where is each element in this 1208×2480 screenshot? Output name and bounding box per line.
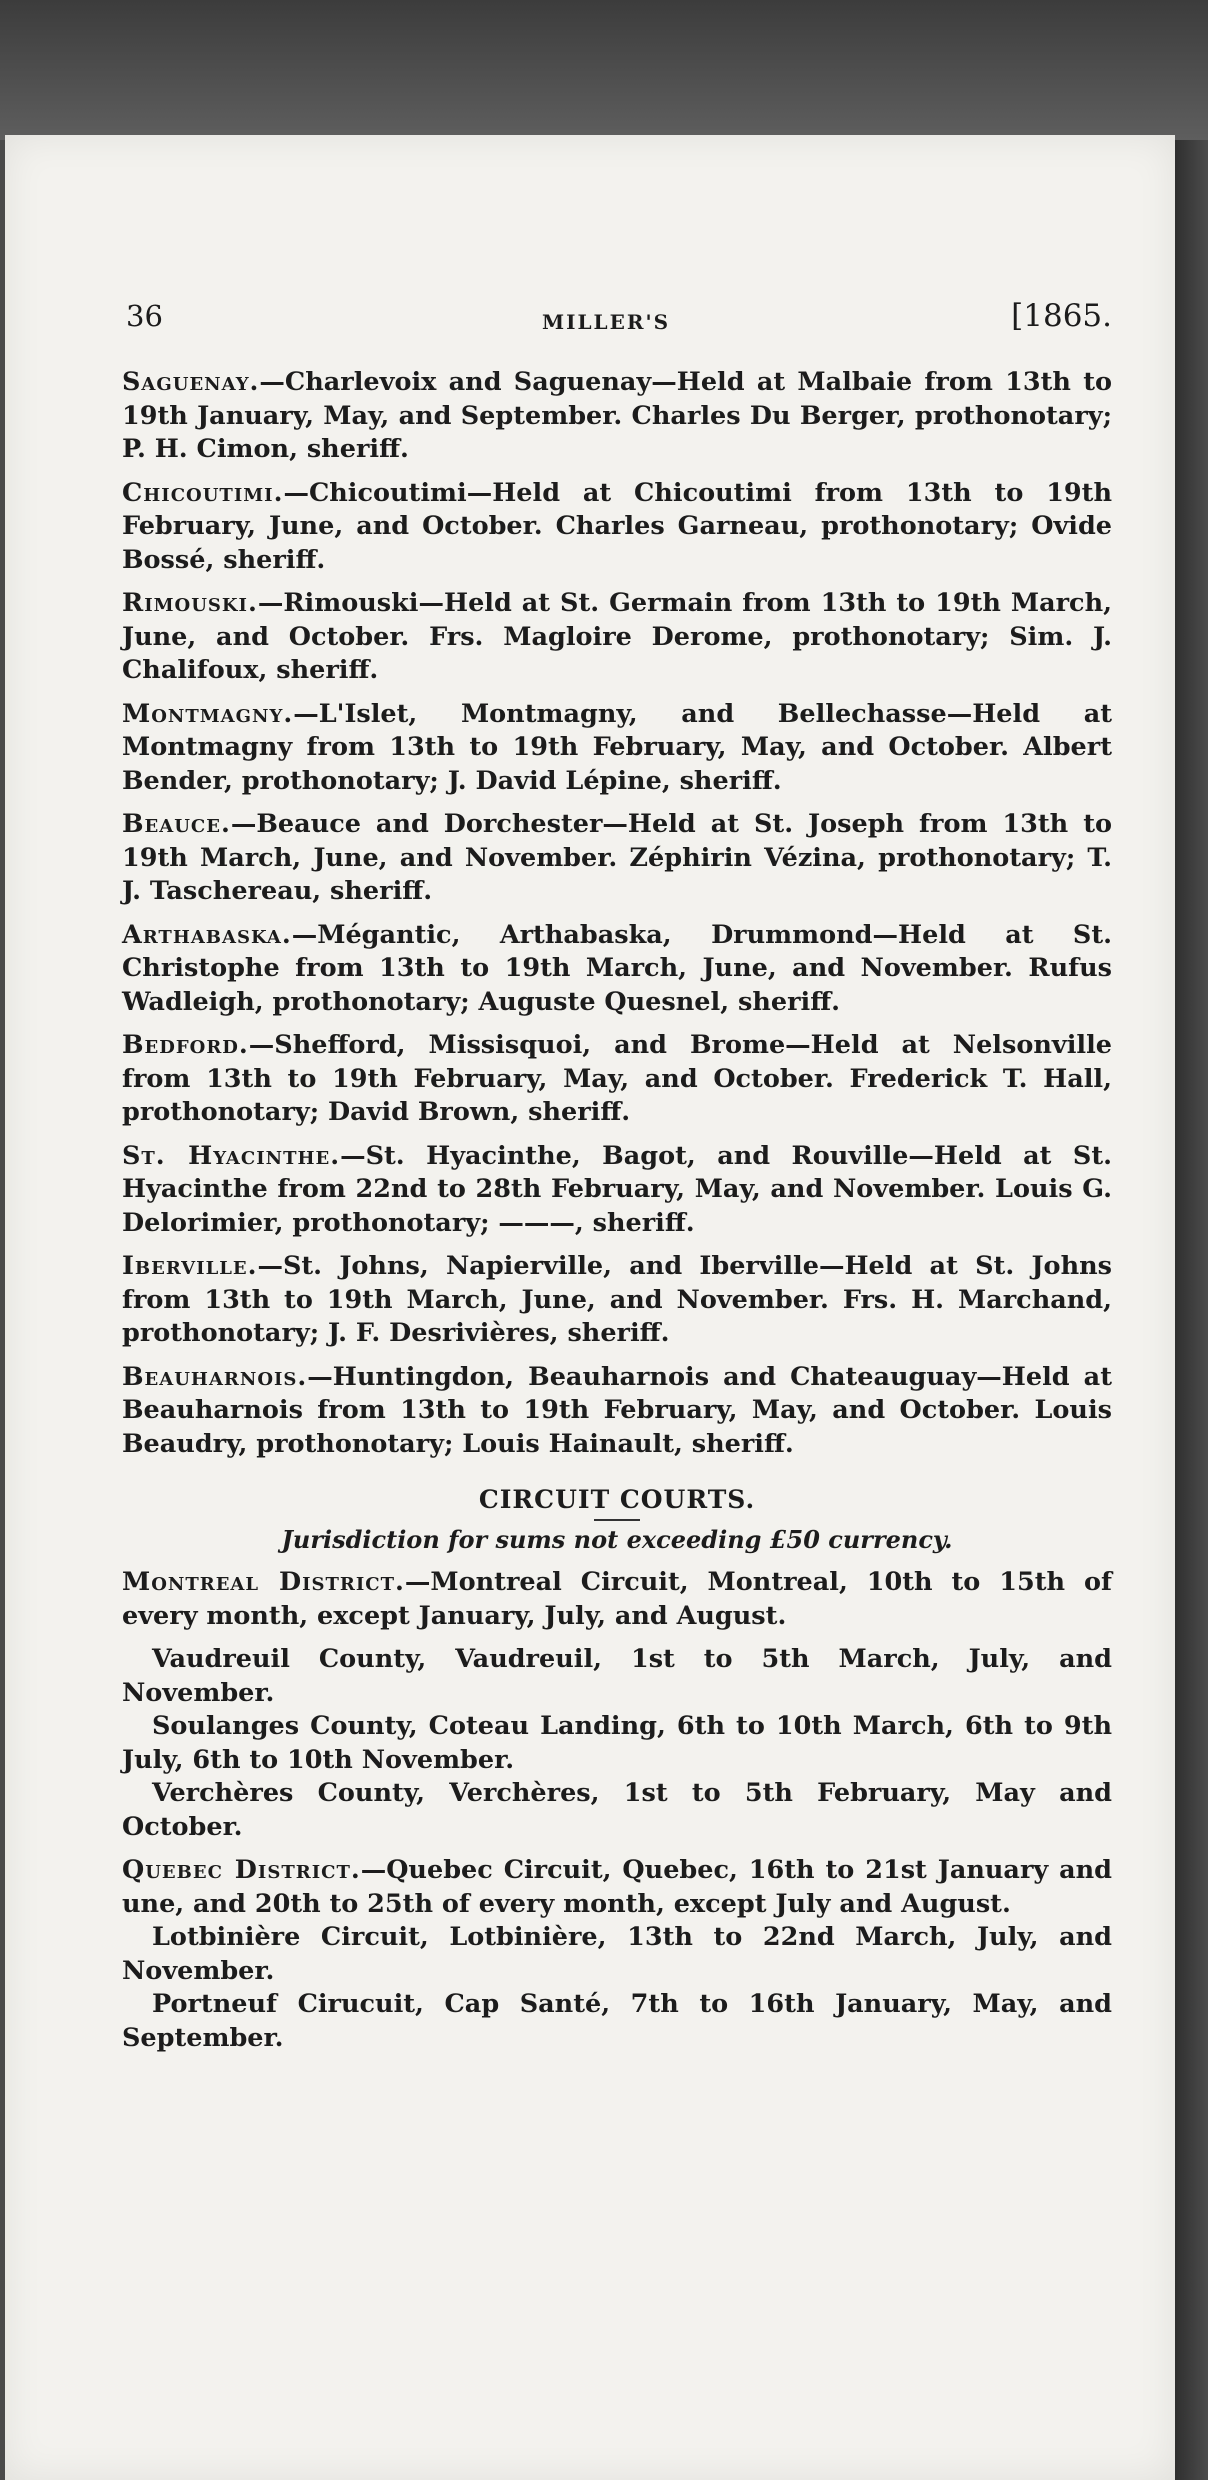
entry-lead: Iberville. [122,1251,258,1281]
circuit-courts-heading: CIRCUIT COURTS. [478,1485,756,1514]
scan-background [0,0,1208,140]
page-number: 36 [126,299,163,333]
circuit-line: Lotbinière Circuit, Lotbinière, 13th to 22nd March, July, and November. [122,1922,1112,1986]
entry-bedford [122,1029,1112,1130]
entry-text: —St. Hyacinthe, Bagot, and Rouville—Held at St. Hyacinthe from 22nd to 28th February, May, and November. Louis G. Delorimier, prothonotary; ———, sheriff. [122,1140,1112,1238]
entry-lead: Beauharnois. [122,1361,308,1392]
entry-arthabaska [122,919,1112,1020]
montreal-district-entry [122,1566,1112,1633]
entry-lead: Saguenay. [122,367,260,397]
entry-text: —Shefford, Missisquoi, and Brome—Held at Nelsonville from 13th to 19th February, May, and October. Frederick T. Hall, prothonotary; David Brown, sheriff. [122,1030,1112,1127]
entry-text: —L'Islet, Montmagny, and Bellechasse—Held at Montmagny from 13th to 19th February, May, and October. Albert Bender, prothonotary; J. David Lépine, sheriff. [122,698,1112,796]
entry-lead: Quebec District. [122,1855,361,1885]
page-edge [1175,140,1208,2480]
entry-text: —Rimouski—Held at St. Germain from 13th to 19th March, June, and October. Frs. Magloire Derome, prothonotary; Sim. J. Chalifoux, sheriff. [122,588,1112,685]
section-subtitle: Jurisdiction for sums not exceeding £50 currency. [281,1524,953,1554]
entry-lead: St. Hyacinthe. [122,1140,341,1171]
entry-text: —Montreal Circuit, Montreal, 10th to 15th of every month, except January, July, and August. [122,1567,1112,1631]
district-entries [122,366,1112,1461]
entry-beauce [122,808,1112,909]
entry-chicoutimi [122,477,1112,578]
page-year: [1865. [1011,298,1112,334]
circuit-line: Verchères County, Verchères, 1st to 5th February, May and October. [122,1778,1112,1842]
entry-text: —Charlevoix and Saguenay—Held at Malbaie from 13th to 19th January, May, and September. Charles Du Berger, prothonotary; P. H. Cimon, sheriff. [122,367,1112,464]
entry-text: —Quebec Circuit, Quebec, 16th to 21st January and une, and 20th to 25th of every month, except July and August. [122,1855,1113,1919]
section-title [122,1483,1112,1521]
heading-rule [594,1519,640,1521]
entry-text: —Huntingdon, Beauharnois and Chateauguay—Held at Beauharnois from 13th to 19th February, May, and October. Louis Beaudry, prothonotary; Louis Hainault, sheriff. [122,1361,1112,1459]
page-header [122,300,1112,348]
quebec-district-entry [122,1854,1112,1921]
circuit-line: Soulanges County, Coteau Landing, 6th to 10th March, 6th to 9th July, 6th to 10th November. [122,1711,1112,1775]
entry-lead: Rimouski. [122,588,258,618]
entry-lead: Beauce. [122,809,231,839]
entry-lead: Arthabaska. [122,919,292,950]
entry-text: —St. Johns, Napierville, and Iberville—Held at St. Johns from 13th to 19th March, June, and November. Frs. H. Marchand, prothonotary; J. F. Desrivières, sheriff. [122,1251,1112,1348]
entry-montmagny [122,698,1112,799]
entry-st-hyacinthe [122,1140,1112,1241]
page-content [122,300,1112,2055]
entry-lead: Montreal District. [122,1567,405,1597]
entry-text: —Mégantic, Arthabaska, Drummond—Held at St. Christophe from 13th to 19th March, June, and November. Rufus Wadleigh, prothonotary; Auguste Quesnel, sheriff. [122,919,1112,1017]
entry-rimouski [122,587,1112,688]
entry-text: —Beauce and Dorchester—Held at St. Joseph from 13th to 19th March, June, and November. Zéphirin Vézina, prothonotary; T. J. Taschereau, sheriff. [122,809,1112,906]
entry-lead: Montmagny. [122,698,294,729]
running-title: MILLER'S [542,310,671,334]
entry-lead: Chicoutimi. [122,477,284,508]
entry-lead: Bedford. [122,1030,249,1060]
circuit-line: Portneuf Cirucuit, Cap Santé, 7th to 16th January, May, and September. [122,1989,1112,2053]
entry-text: —Chicoutimi—Held at Chicoutimi from 13th to 19th February, June, and October. Charles Garneau, prothonotary; Ovide Bossé, sheriff. [122,477,1112,575]
entry-iberville [122,1250,1112,1351]
entry-saguenay [122,366,1112,467]
circuit-line: Vaudreuil County, Vaudreuil, 1st to 5th March, July, and November. [122,1644,1112,1708]
entry-beauharnois [122,1361,1112,1462]
